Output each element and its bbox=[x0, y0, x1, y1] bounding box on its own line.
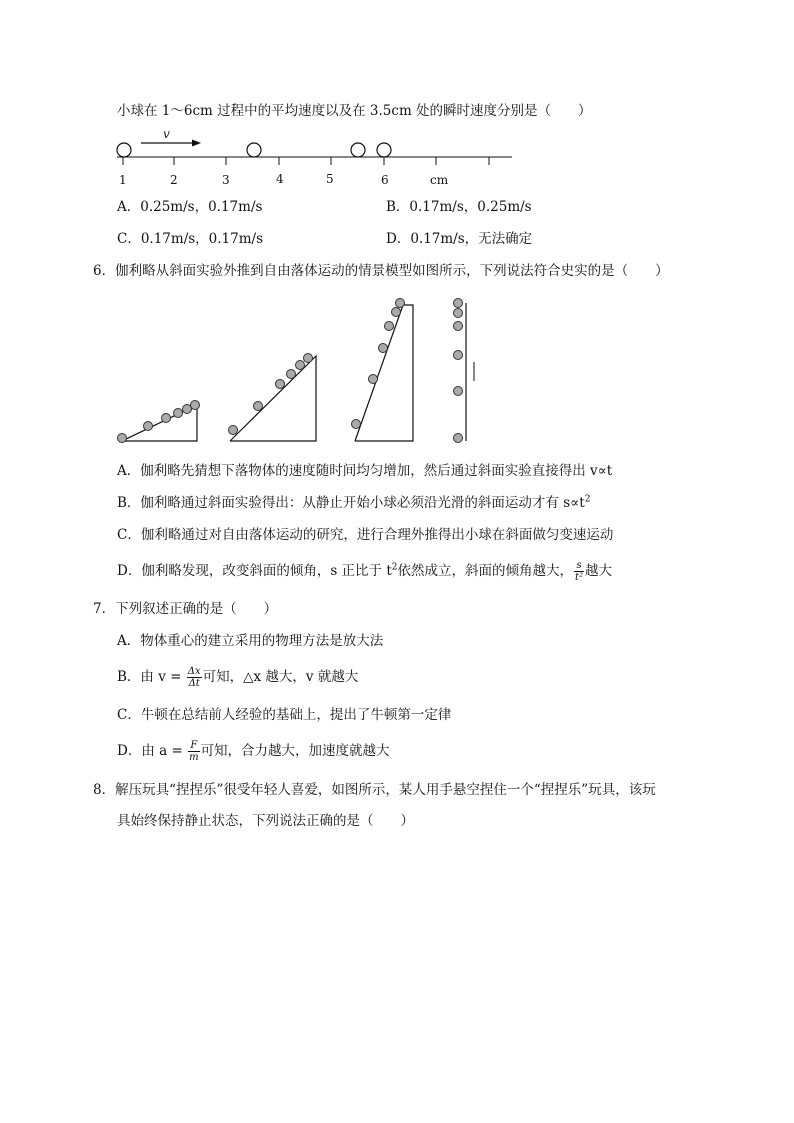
tick-label-2: 2 bbox=[170, 173, 178, 187]
ball bbox=[162, 414, 171, 423]
ball bbox=[191, 401, 200, 410]
exponent: 2 bbox=[391, 562, 398, 573]
q6-option-c: C．伽利略通过对自由落体运动的研究，进行合理外推得出小球在斜面做匀变速运动 bbox=[117, 527, 614, 543]
ball bbox=[254, 402, 263, 411]
tick-label-6: 6 bbox=[381, 173, 389, 187]
fraction-dx-over-dt: $\frac{\Delta x}{\Delta t}$ bbox=[187, 666, 201, 689]
ball bbox=[454, 434, 463, 443]
tick-label-1: 1 bbox=[119, 173, 127, 187]
q7-option-c: C．牛顿在总结前人经验的基础上，提出了牛顿第一定律 bbox=[117, 707, 452, 723]
q5-option-c: C．0.17m/s，0.17m/s bbox=[117, 231, 264, 247]
unit-label: cm bbox=[430, 173, 449, 187]
q5-option-b: B．0.17m/s，0.25m/s bbox=[386, 199, 532, 215]
ball bbox=[174, 409, 183, 418]
tick-label-5: 5 bbox=[326, 172, 334, 186]
q8-line-1: 8．解压玩具“捏捏乐”很受年轻人喜爱，如图所示，某人用手悬空捏住一个“捏捏乐”玩具，该玩 bbox=[93, 782, 656, 798]
fraction-f-over-m: $\frac{F}{m}$ bbox=[189, 740, 199, 763]
ball bbox=[304, 354, 313, 363]
q5-option-a: A．0.25m/s，0.17m/s bbox=[117, 199, 263, 215]
ball bbox=[296, 361, 305, 370]
ball bbox=[454, 351, 463, 360]
q6-option-d: D．伽利略发现，改变斜面的倾角，s 正比于 $t^2$依然成立，斜面的倾角越大， $\frac{s}{\text{t²}}$ 越大 bbox=[117, 560, 613, 583]
ball bbox=[396, 299, 405, 308]
exponent: 2 bbox=[584, 494, 591, 505]
q6-option-a: A．伽利略先猜想下落物体的速度随时间均匀增加，然后通过斜面实验直接得出 v∝t bbox=[117, 463, 613, 479]
ball bbox=[385, 322, 394, 331]
ball bbox=[379, 344, 388, 353]
ball bbox=[454, 299, 463, 308]
q6-option-b: B．伽利略通过斜面实验得出：从静止开始小球必须沿光滑的斜面运动才有 $s\propto t^2$ bbox=[117, 494, 591, 511]
ball bbox=[287, 370, 296, 379]
fraction-s-over-t2: $\frac{s}{\text{t²}}$ bbox=[575, 560, 584, 583]
tick-label-4: 4 bbox=[276, 172, 284, 186]
ball bbox=[352, 420, 361, 429]
ball bbox=[144, 422, 153, 431]
q7-option-b: B．由 v = $\frac{\Delta x}{\Delta t}$ 可知，△x 越大，v 就越大 bbox=[117, 666, 359, 689]
ball bbox=[392, 308, 401, 317]
ball bbox=[276, 380, 285, 389]
ball bbox=[369, 375, 378, 384]
q6-stem: 6．伽利略从斜面实验外推到自由落体运动的情景模型如图所示，下列说法符合史实的是（ ） bbox=[93, 263, 669, 279]
tick-label-3: 3 bbox=[222, 173, 230, 187]
ball bbox=[454, 322, 463, 331]
velocity-label: v bbox=[163, 127, 170, 141]
q7-stem: 7．下列叙述正确的是（ ） bbox=[93, 601, 278, 617]
q5-option-d: D．0.17m/s，无法确定 bbox=[386, 231, 533, 247]
q7-option-d: D．由 a = $\frac{F}{m}$ 可知，合力越大，加速度就越大 bbox=[117, 740, 390, 763]
ball bbox=[454, 309, 463, 318]
incline-3 bbox=[355, 305, 413, 441]
ball bbox=[118, 434, 127, 443]
ball bbox=[229, 426, 238, 435]
q7-option-a: A．物体重心的建立采用的物理方法是放大法 bbox=[117, 633, 384, 649]
q8-line-2: 具始终保持静止状态，下列说法正确的是（ ） bbox=[117, 813, 414, 829]
ball bbox=[454, 387, 463, 396]
q5-stem: 小球在 1～6cm 过程中的平均速度以及在 3.5cm 处的瞬时速度分别是（ ） bbox=[117, 103, 592, 119]
